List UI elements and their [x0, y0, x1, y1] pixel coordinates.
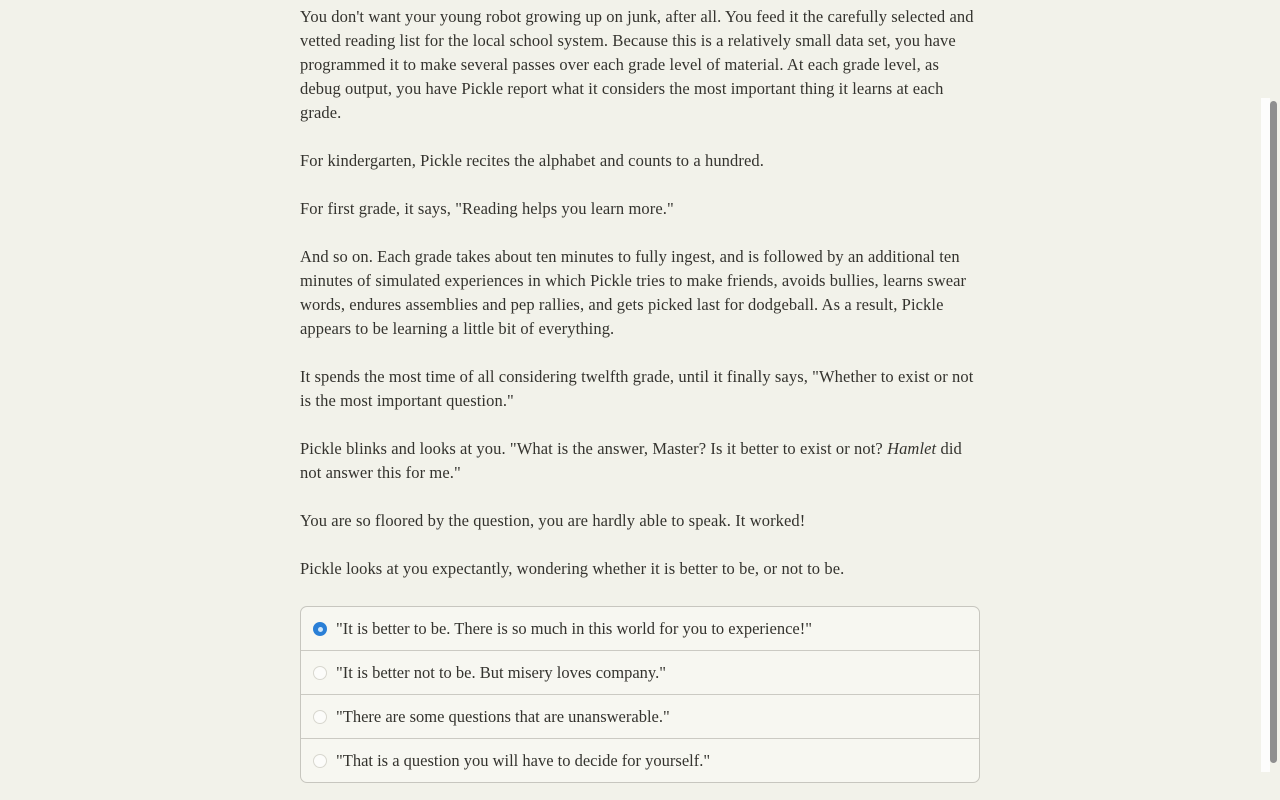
scrollbar-thumb[interactable] — [1270, 101, 1277, 763]
story-paragraph: It spends the most time of all considering twelfth grade, until it finally says, "Whether to exist or not is the most important question." — [300, 367, 974, 410]
story-paragraph: You are so floored by the question, you are hardly able to speak. It worked! — [300, 511, 806, 530]
choice-option-2[interactable] — [301, 650, 979, 694]
radio-button-icon[interactable] — [313, 622, 327, 636]
story-page — [300, 5, 980, 783]
story-paragraph: For kindergarten, Pickle recites the alphabet and counts to a hundred. — [300, 151, 764, 170]
story-paragraph — [300, 437, 980, 485]
scrollbar-track[interactable] — [1261, 98, 1270, 772]
choice-label: "It is better not to be. But misery loves company." — [336, 662, 666, 682]
radio-button-icon[interactable] — [313, 754, 327, 768]
choice-label: "There are some questions that are unanswerable." — [336, 706, 670, 726]
story-paragraph: You don't want your young robot growing up on junk, after all. You feed it the carefully selected and vetted reading list for the local school system. Because this is a relatively small data set, you have programmed it to make several passes over each grade level of material. At each grade level, as debug output, you have Pickle report what it considers the most important thing it learns at each grade. — [300, 7, 974, 122]
radio-button-icon[interactable] — [313, 666, 327, 680]
choice-option-3[interactable] — [301, 694, 979, 738]
choice-list — [300, 606, 980, 783]
story-paragraph: Pickle looks at you expectantly, wondering whether it is better to be, or not to be. — [300, 559, 845, 578]
paragraph-text: did not answer this for me." — [300, 439, 962, 482]
choice-option-1[interactable] — [301, 607, 979, 650]
choice-label: "It is better to be. There is so much in this world for you to experience!" — [336, 618, 812, 638]
book-title-italic: Hamlet — [887, 439, 937, 458]
choice-option-4[interactable] — [301, 738, 979, 782]
story-paragraph: For first grade, it says, "Reading helps you learn more." — [300, 199, 674, 218]
paragraph-text: Pickle blinks and looks at you. "What is the answer, Master? Is it better to exist or not? — [300, 439, 888, 458]
story-paragraph: And so on. Each grade takes about ten minutes to fully ingest, and is followed by an additional ten minutes of simulated experiences in which Pickle tries to make friends, avoids bullies, learns swear words, endures assemblies and pep rallies, and gets picked last for dodgeball. As a result, Pickle appears to be learning a little bit of everything. — [300, 247, 967, 338]
radio-button-icon[interactable] — [313, 710, 327, 724]
story-text — [300, 5, 980, 581]
choice-label: "That is a question you will have to decide for yourself." — [336, 750, 711, 770]
